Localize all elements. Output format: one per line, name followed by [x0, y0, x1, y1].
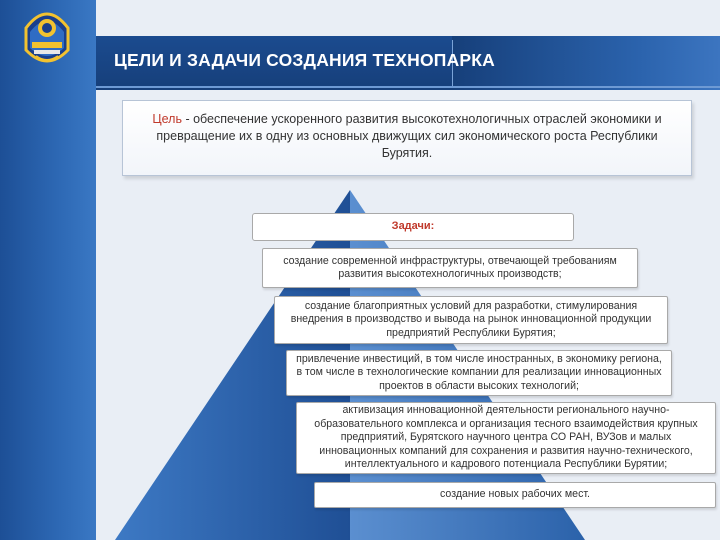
goal-label: Цель [152, 112, 182, 126]
task-item-4: активизация инновационной деятельности регионального научно-образовательного комплекса и организация тесного взаимодействия крупных предприятий, Бурятского научного центра СО РАН, ВУЗов и малых инновационных компаний для сохранения и развития научно-технического, интеллектуального и кадрового потенциала Республики Бурятии; [296, 402, 716, 474]
task-item-3: привлечение инвестиций, в том числе иностранных, в экономику региона, в том числе в технологические компании для реализации инновационных проектов в области высоких технологий; [286, 350, 672, 396]
page-title: ЦЕЛИ И ЗАДАЧИ СОЗДАНИЯ ТЕХНОПАРКА [114, 50, 496, 70]
task-item-5: создание новых рабочих мест. [314, 482, 716, 508]
task-item-2: создание благоприятных условий для разработки, стимулирования внедрения в производство и вывода на рынок инновационной продукции предприятий Республики Бурятия; [274, 296, 668, 344]
goal-text: - обеспечение ускоренного развития высокотехнологичных отраслей экономики и превращение их в одну из основных движущих сил экономического роста Республики Бурятия. [156, 112, 662, 160]
goal-box [122, 100, 692, 176]
tasks-title: Задачи: [252, 213, 574, 241]
task-item-1: создание современной инфраструктуры, отвечающей требованиям развития высокотехнологичных производств; [262, 248, 638, 288]
